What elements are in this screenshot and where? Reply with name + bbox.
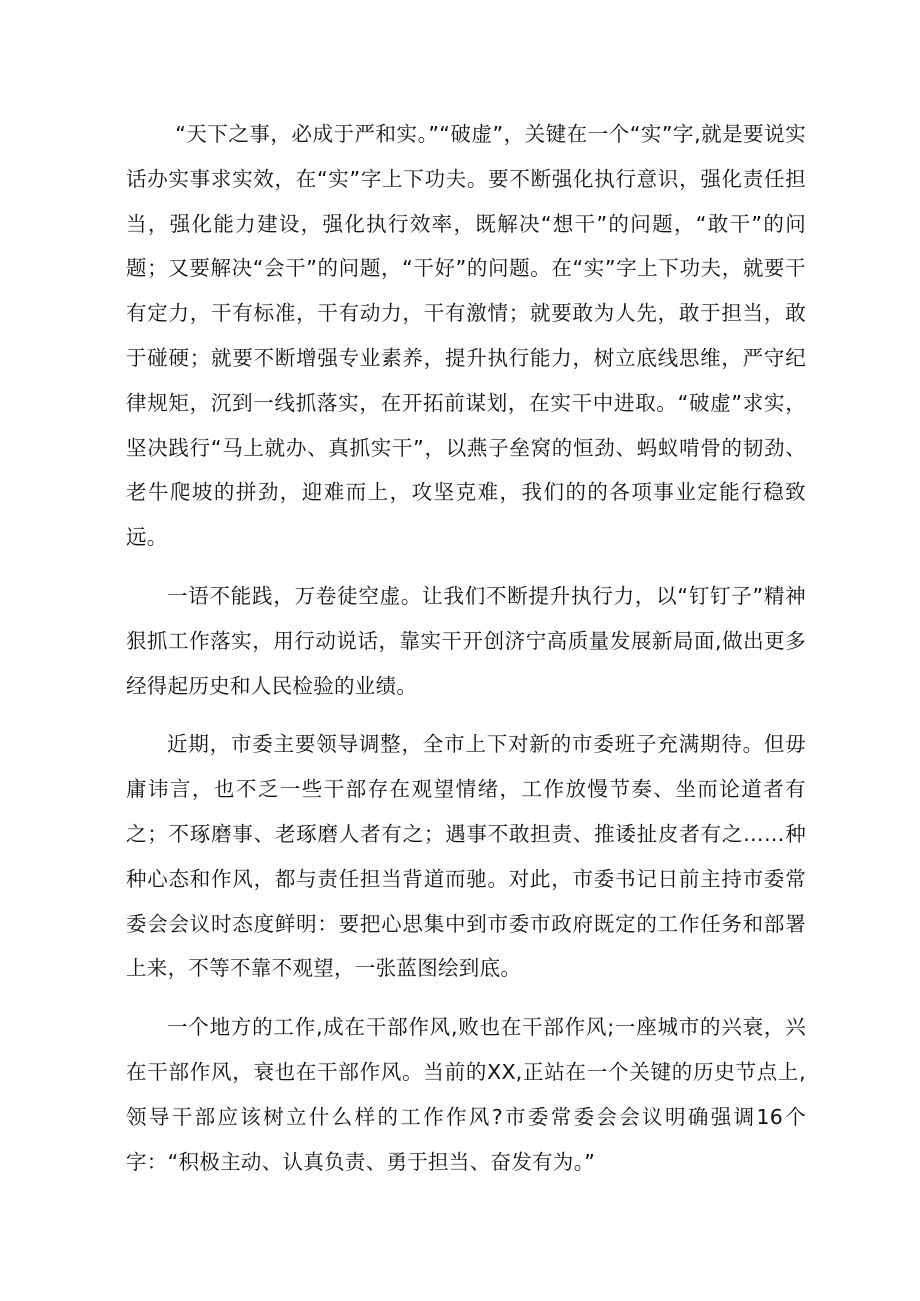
paragraph-3: 近期，市委主要领导调整，全市上下对新的市委班子充满期待。但毋庸讳言，也不乏一些干部存在观望情绪，工作放慢节奏、坐而论道者有之；不琢磨事、老琢磨人者有之；遇事不敢担责、推诿扯皮者有之……种种心态和作风，都与责任担当背道而驰。对此，市委书记日前主持市委常委会会议时态度鲜明：要把心思集中到市委市政府既定的工作任务和部署上来，不等不靠不观望，一张蓝图绘到底。	[126, 732, 806, 981]
paragraph-4: 一个地方的工作,成在干部作风,败也在干部作风;一座城市的兴衰，兴在干部作风，衰也在干部作风。当前的XX,正站在一个关键的历史节点上,领导干部应该树立什么样的工作作风?市委常委会会议明确强调16个字：“积极主动、认真负责、勇于担当、奋发有为。”	[126, 1015, 806, 1174]
paragraph-1: “天下之事，必成于严和实。”“破虚”，关键在一个“实”字,就是要说实话办实事求实效，在“实”字上下功夫。要不断强化执行意识，强化责任担当，强化能力建设，强化执行效率，既解决“想干”的问题，“敢干”的问题；又要解决“会干”的问题，“干好”的问题。在“实”字上下功夫，就要干有定力，干有标准，干有动力，干有激情；就要敢为人先，敢于担当，敢于碰硬；就要不断增强专业素养，提升执行能力，树立底线思维，严守纪律规矩，沉到一线抓落实，在开拓前谋划，在实干中进取。“破虚”求实，坚决践行“马上就办、真抓实干”，以燕子垒窝的恒劲、蚂蚁啃骨的韧劲、老牛爬坡的拼劲，迎难而上，攻坚克难，我们的的各项事业定能行稳致远。	[126, 122, 806, 550]
document-body	[126, 112, 806, 1198]
paragraph-2: 一语不能践，万卷徒空虚。让我们不断提升执行力，以“钉钉子”精神狠抓工作落实，用行动说话，靠实干开创济宁高质量发展新局面,做出更多经得起历史和人民检验的业绩。	[126, 583, 806, 698]
